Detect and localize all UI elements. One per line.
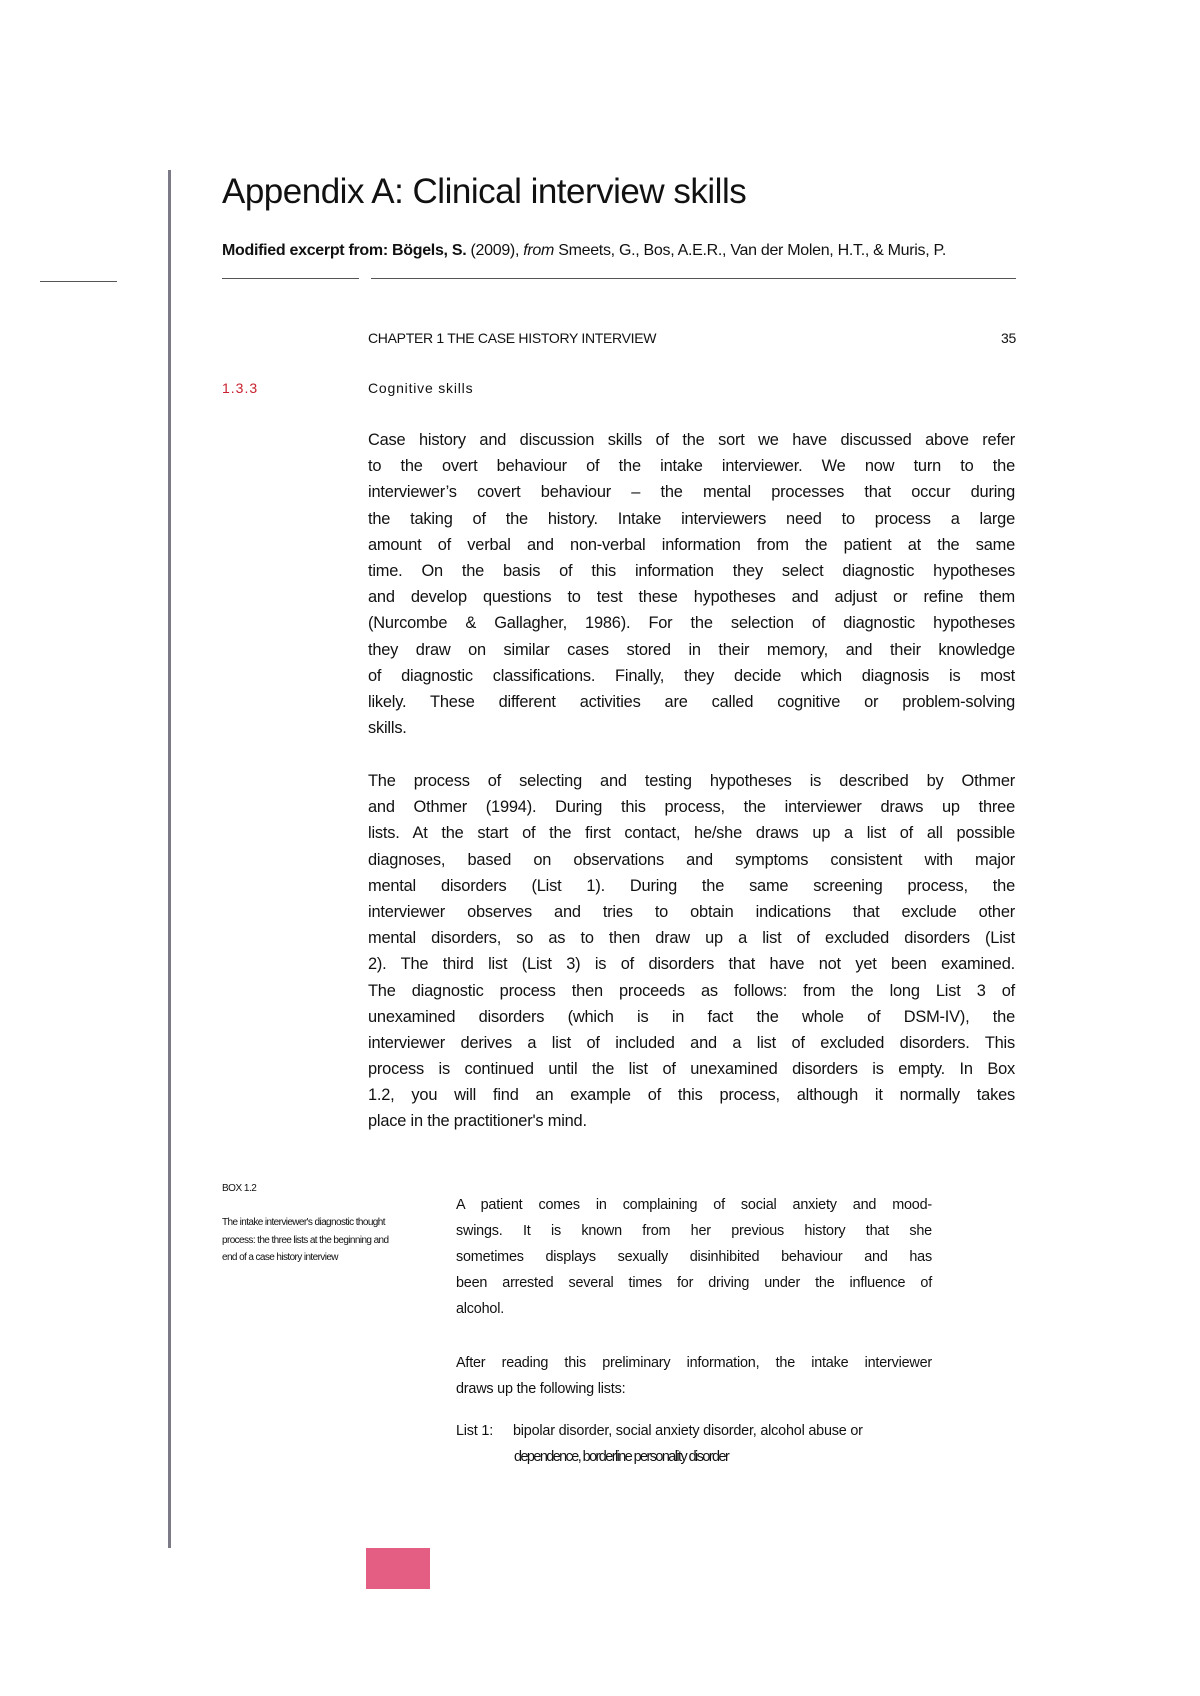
text-line: they draw on similar cases stored in their memory, and their knowledge (368, 640, 1015, 659)
box-caption: The intake interviewer's diagnostic thought process: the three lists at the beginning and end of a case history interview (222, 1217, 389, 1263)
box-label: BOX 1.2 (222, 1183, 257, 1194)
text-line: (Nurcombe & Gallagher, 1986). For the selection of diagnostic hypotheses (368, 614, 1015, 633)
text-line: The process of selecting and testing hypotheses is described by Othmer (368, 772, 1015, 790)
text-line: and Othmer (1994). During this process, the interviewer draws up three (368, 798, 1015, 817)
text-line: 1.2, you will find an example of this process, although it normally takes (368, 1086, 1015, 1105)
text-line: process is continued until the list of unexamined disorders is empty. In Box (368, 1060, 1015, 1079)
section-title: Cognitive skills (368, 380, 474, 396)
text-line: lists. At the start of the first contact, he/she draws up a list of all possible (368, 824, 1015, 843)
text-line: been arrested several times for driving under the influence of (456, 1275, 932, 1291)
text-line: sometimes displays sexually disinhibited behaviour and has (456, 1249, 932, 1265)
text-line: Case history and discussion skills of the sort we have discussed above refer (368, 431, 1015, 449)
text-line: After reading this preliminary information, the intake interviewer (456, 1355, 932, 1371)
header-rule-short (222, 278, 359, 279)
running-head (368, 330, 1016, 346)
text-line: amount of verbal and non-verbal information from the patient at the same (368, 535, 1015, 554)
text-line: skills. (368, 719, 407, 738)
text-line: the taking of the history. Intake interviewers need to process a large (368, 509, 1015, 528)
citation-from: from (519, 242, 555, 259)
text-line: time. On the basis of this information they select diagnostic hypotheses (368, 561, 1015, 580)
text-line: The diagnostic process then proceeds as follows: from the long List 3 of (368, 981, 1015, 1000)
list-line-1: bipolar disorder, social anxiety disorder, alcohol abuse or (513, 1423, 863, 1439)
text-line: A patient comes in complaining of social anxiety and mood- (456, 1197, 932, 1213)
text-line: place in the practitioner's mind. (368, 1112, 587, 1131)
text-line: likely. These different activities are called cognitive or problem-solving (368, 692, 1015, 711)
margin-bar (168, 170, 171, 1548)
text-line: of diagnostic classifications. Finally, they decide which diagnosis is most (368, 666, 1015, 685)
text-line: interviewer’s covert behaviour – the mental processes that occur during (368, 483, 1015, 502)
list-label: List 1: (456, 1423, 493, 1439)
body-paragraph-2 (368, 768, 1015, 1135)
citation-authors: Smeets, G., Bos, A.E.R., Van der Molen, H.T., & Muris, P. (554, 242, 946, 259)
page-marker (366, 1548, 430, 1589)
text-line: unexamined disorders (which is in fact the whole of DSM-IV), the (368, 1007, 1015, 1026)
list-line-2: dependence, borderline personality disorder (514, 1449, 729, 1465)
text-line: draws up the following lists: (456, 1381, 626, 1397)
text-line: interviewer derives a list of included and a list of excluded disorders. This (368, 1033, 1015, 1052)
body-paragraph-1 (368, 427, 1015, 741)
text-line: 2). The third list (List 3) is of disorders that have not yet been examined. (368, 955, 1015, 974)
box-paragraph-1 (456, 1192, 932, 1322)
box-paragraph-2 (456, 1350, 932, 1402)
text-line: mental disorders (List 1). During the same screening process, the (368, 876, 1015, 895)
text-line: to the overt behaviour of the intake interviewer. We now turn to the (368, 457, 1015, 476)
box-list-1 (456, 1418, 932, 1470)
section-number: 1.3.3 (222, 380, 259, 396)
text-line: alcohol. (456, 1301, 505, 1317)
citation-year: (2009), (466, 242, 520, 259)
chapter-title: CHAPTER 1 THE CASE HISTORY INTERVIEW (368, 330, 657, 346)
text-line: mental disorders, so as to then draw up a list of excluded disorders (List (368, 929, 1015, 948)
text-line: interviewer observes and tries to obtain indications that exclude other (368, 902, 1015, 921)
header-rule-long (371, 278, 1016, 279)
text-line: and develop questions to test these hypotheses and adjust or refine them (368, 588, 1015, 607)
left-rule (40, 281, 117, 282)
page-number: 35 (1001, 330, 1016, 346)
page-title: Appendix A: Clinical interview skills (222, 172, 747, 211)
text-line: swings. It is known from her previous history that she (456, 1223, 932, 1239)
source-citation (222, 242, 946, 260)
text-line: diagnoses, based on observations and symptoms consistent with major (368, 850, 1015, 869)
citation-bold: Modified excerpt from: Bögels, S. (222, 242, 467, 259)
